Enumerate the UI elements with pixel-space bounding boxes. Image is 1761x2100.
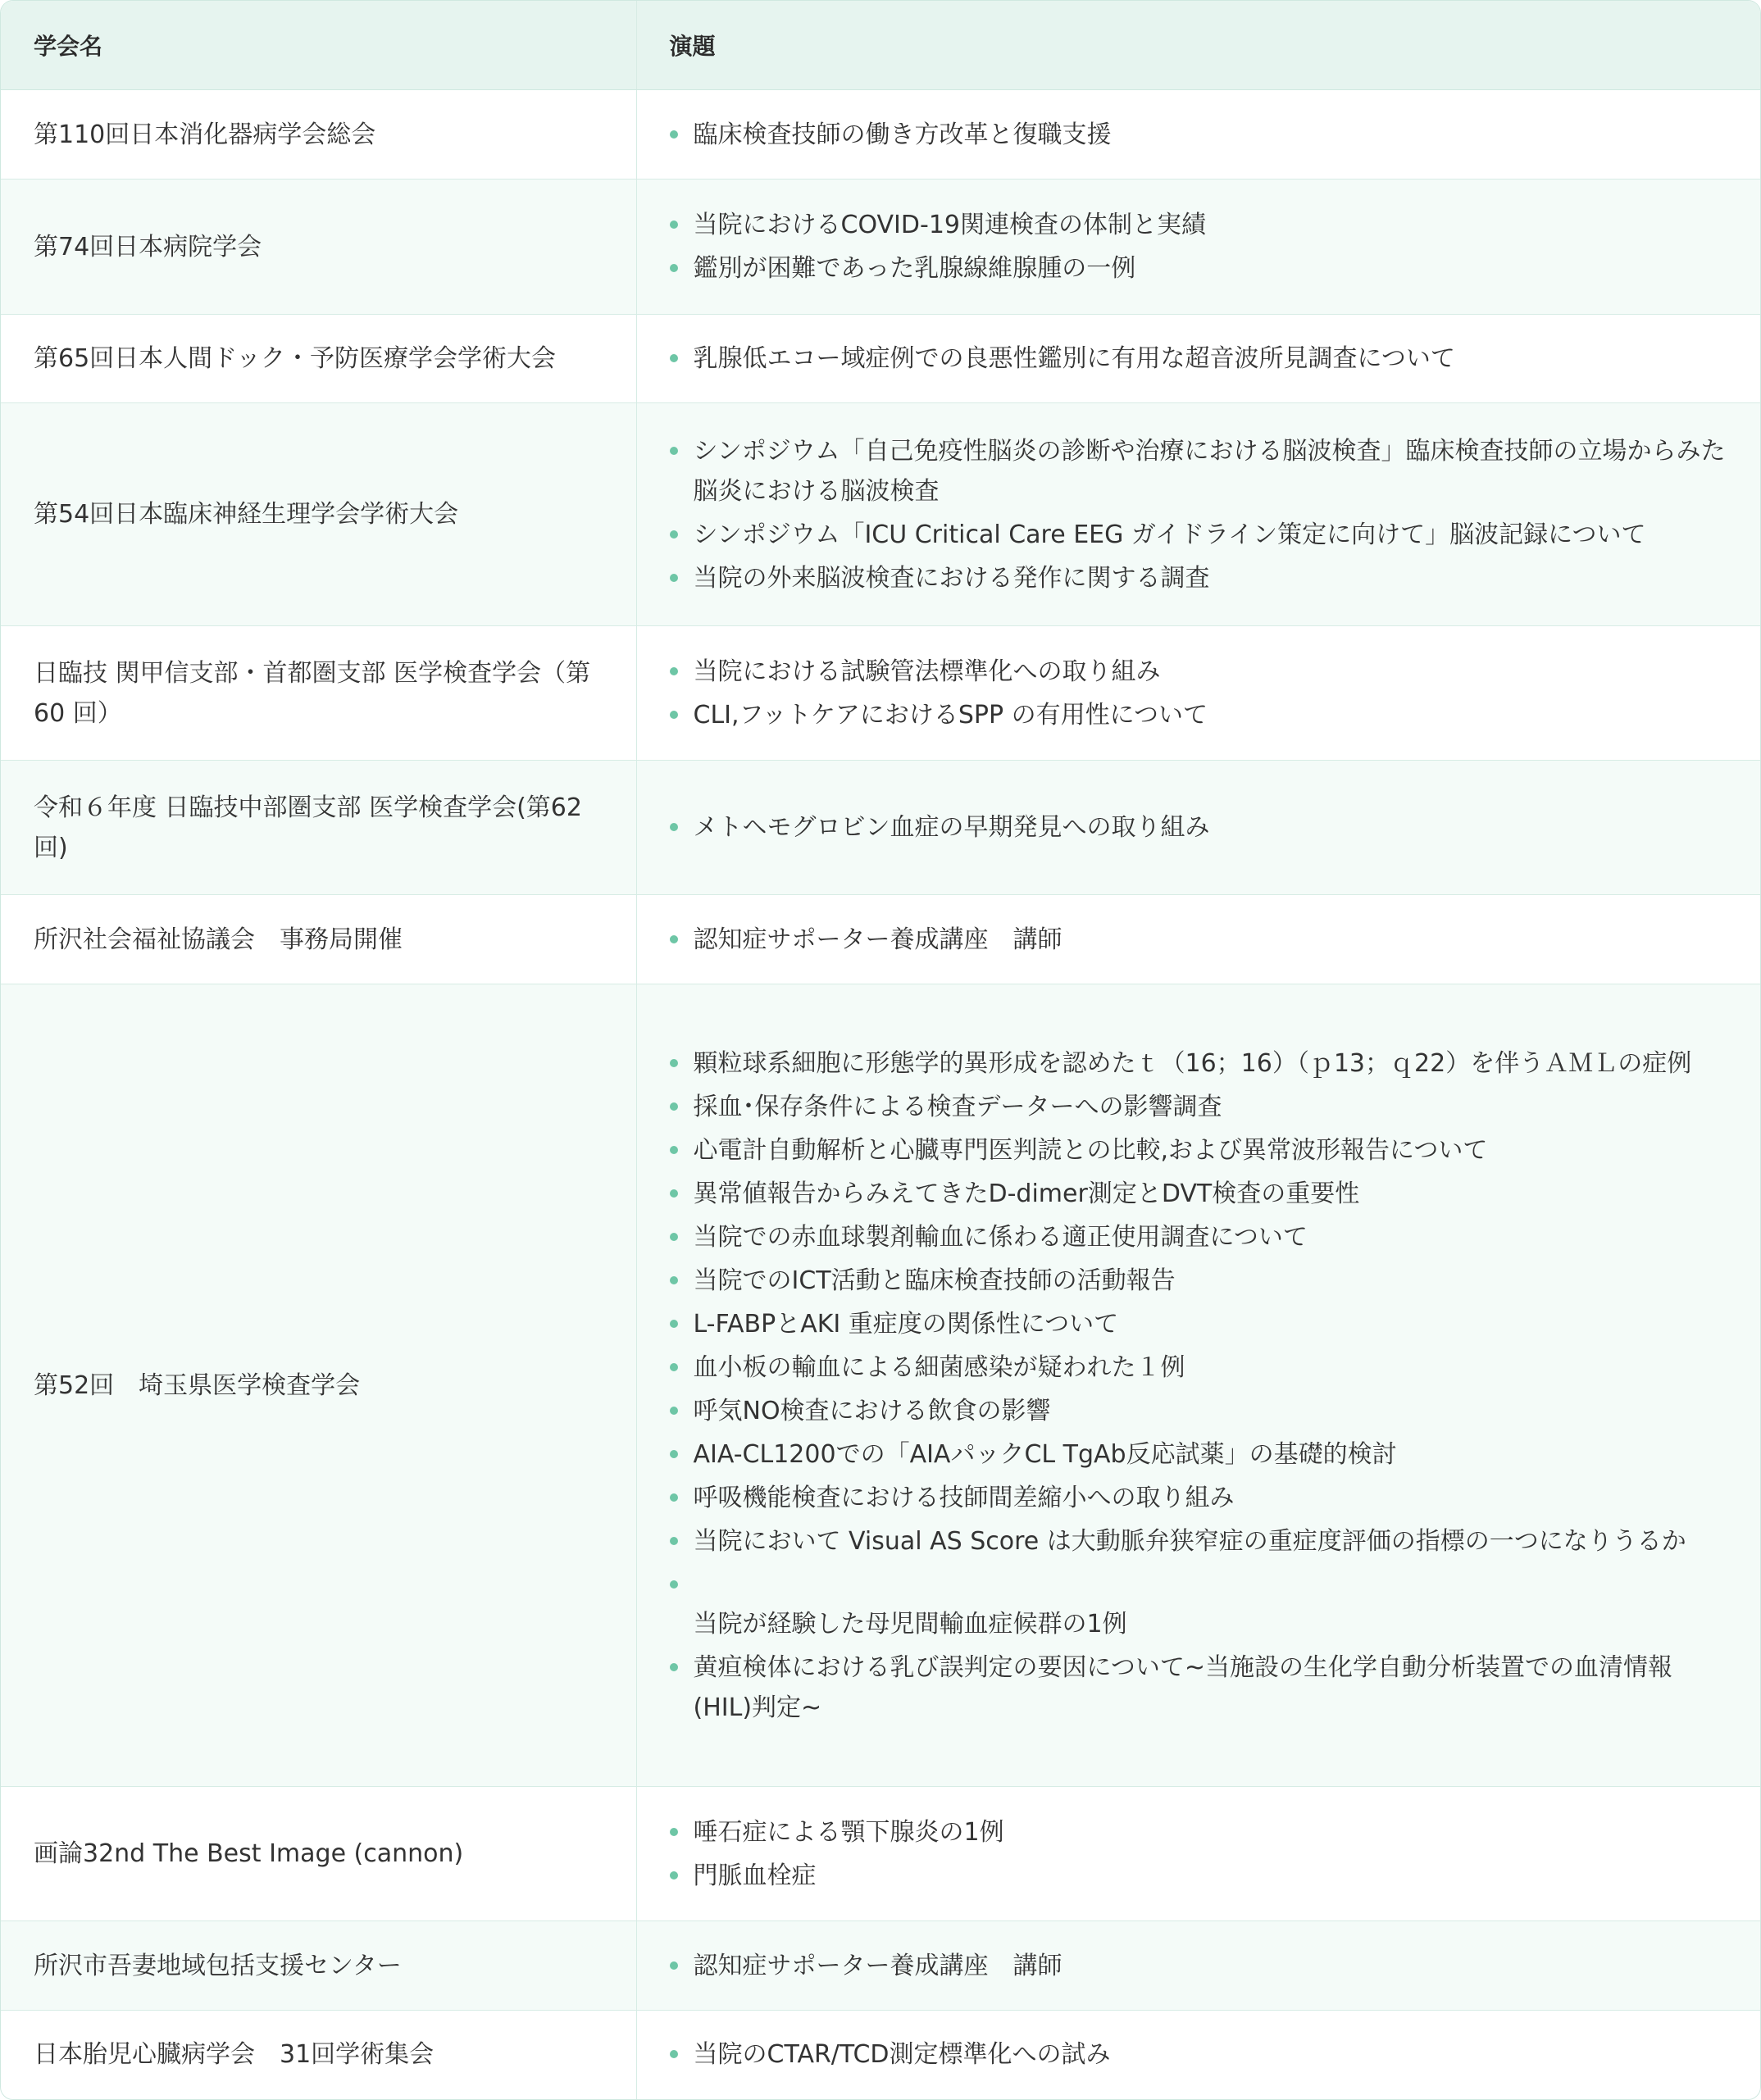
table-row — [1, 1921, 1760, 2011]
conference-name: 第65回日本人間ドック・予防医療学会学術大会 — [1, 315, 636, 403]
topic-item: シンポジウム「自己免疫性脳炎の診断や治療における脳波検査」臨床検査技師の立場からみた脳炎における脳波検査 — [670, 431, 1728, 511]
topic-item: 異常値報告からみえてきたD-dimer測定とDVT検査の重要性 — [670, 1174, 1728, 1214]
topic-item: L-FABPとAKI 重症度の関係性について — [670, 1304, 1728, 1344]
topic-item: 乳腺低エコー域症例での良悪性鑑別に有用な超音波所見調査について — [670, 339, 1728, 379]
table-row — [1, 626, 1760, 761]
topics-cell — [636, 2011, 1760, 2099]
topic-item: 当院における試験管法標準化への取り組み — [670, 652, 1728, 692]
table-row — [1, 895, 1760, 984]
topic-item: 臨床検査技師の働き方改革と復職支援 — [670, 115, 1728, 155]
topic-item: シンポジウム「ICU Critical Care EEG ガイドライン策定に向けて」脳波記録について — [670, 515, 1728, 555]
conference-name: 所沢市吾妻地域包括支援センター — [1, 1921, 636, 2011]
topics-cell — [636, 1921, 1760, 2011]
topic-item: 血小板の輸血による細菌感染が疑われた１例 — [670, 1348, 1728, 1388]
conference-name: 第54回日本臨床神経生理学会学術大会 — [1, 403, 636, 626]
table-row — [1, 403, 1760, 626]
topic-item: 呼気NO検査における飲食の影響 — [670, 1391, 1728, 1431]
topic-list — [670, 652, 1728, 735]
topics-cell — [636, 984, 1760, 1787]
topic-list — [670, 431, 1728, 598]
topic-list — [670, 115, 1728, 155]
topic-item: 認知症サポーター養成講座 講師 — [670, 1946, 1728, 1986]
topic-item: 心電計自動解析と心臓専門医判読との比較,および異常波形報告について — [670, 1130, 1728, 1170]
topics-cell — [636, 1787, 1760, 1921]
topics-cell — [636, 895, 1760, 984]
table-header-row — [1, 1, 1760, 90]
conference-name: 日臨技 関甲信支部・首都圏支部 医学検査学会（第 60 回） — [1, 626, 636, 761]
topic-item: 当院において Visual AS Score は大動脈弁狭窄症の重症度評価の指標の一つになりうるか — [670, 1521, 1728, 1561]
header-conference: 学会名 — [1, 1, 636, 90]
topic-item: 当院の外来脳波検査における発作に関する調査 — [670, 558, 1728, 598]
topic-item: 認知症サポーター養成講座 講師 — [670, 920, 1728, 960]
conference-name: 日本胎児心臓病学会 31回学術集会 — [1, 2011, 636, 2099]
conference-name: 第52回 埼玉県医学検査学会 — [1, 984, 636, 1787]
topic-list — [670, 1946, 1728, 1986]
topic-list — [670, 2034, 1728, 2075]
table-row — [1, 984, 1760, 1787]
topic-item: 当院のCTAR/TCD測定標準化への試み — [670, 2034, 1728, 2075]
topics-cell — [636, 403, 1760, 626]
topic-item: 門脈血栓症 — [670, 1856, 1728, 1896]
topic-list — [670, 1043, 1728, 1728]
topic-item: メトヘモグロビン血症の早期発見への取り組み — [670, 807, 1728, 848]
topic-item: 当院でのICT活動と臨床検査技師の活動報告 — [670, 1261, 1728, 1301]
topic-list — [670, 1812, 1728, 1896]
table-row — [1, 1787, 1760, 1921]
topic-item: 顆粒球系細胞に形態学的異形成を認めたｔ（16；16）（ｐ13；ｑ22）を伴うＡＭＬの症例 — [670, 1043, 1728, 1084]
topic-list — [670, 205, 1728, 289]
topic-list — [670, 807, 1728, 848]
topics-cell — [636, 180, 1760, 315]
table-row — [1, 315, 1760, 403]
topic-item: 鑑別が困難であった乳腺線維腺腫の一例 — [670, 248, 1728, 289]
topic-item: 唾石症による顎下腺炎の1例 — [670, 1812, 1728, 1852]
table-row — [1, 761, 1760, 895]
topic-item: 当院におけるCOVID-19関連検査の体制と実績 — [670, 205, 1728, 245]
topics-cell — [636, 626, 1760, 761]
table-row — [1, 2011, 1760, 2099]
conference-name: 第74回日本病院学会 — [1, 180, 636, 315]
conference-name: 第110回日本消化器病学会総会 — [1, 90, 636, 180]
table — [1, 1, 1760, 2099]
topics-cell — [636, 315, 1760, 403]
topic-item: 採血･保存条件による検査データーへの影響調査 — [670, 1087, 1728, 1127]
topic-item: 黄疸検体における乳び誤判定の要因について~当施設の生化学自動分析装置での血清情報(HIL)判定~ — [670, 1648, 1728, 1728]
topic-item: 当院が経験した母児間輸血症候群の1例 — [670, 1565, 1728, 1644]
topics-cell — [636, 90, 1760, 180]
header-topics: 演題 — [636, 1, 1760, 90]
table-row — [1, 90, 1760, 180]
topic-item: 当院での赤血球製剤輸血に係わる適正使用調査について — [670, 1217, 1728, 1257]
topic-list — [670, 339, 1728, 379]
conference-name: 所沢社会福祉協議会 事務局開催 — [1, 895, 636, 984]
topic-item: CLI,フットケアにおけるSPP の有用性について — [670, 695, 1728, 735]
topic-item: AIA-CL1200での「AIAパックCL TgAb反応試薬」の基礎的検討 — [670, 1434, 1728, 1475]
conference-name: 令和６年度 日臨技中部圏支部 医学検査学会(第62回) — [1, 761, 636, 895]
topic-item: 呼吸機能検査における技師間差縮小への取り組み — [670, 1478, 1728, 1518]
conference-name: 画論32nd The Best Image (cannon) — [1, 1787, 636, 1921]
table-row — [1, 180, 1760, 315]
topics-cell — [636, 761, 1760, 895]
topic-list — [670, 920, 1728, 960]
